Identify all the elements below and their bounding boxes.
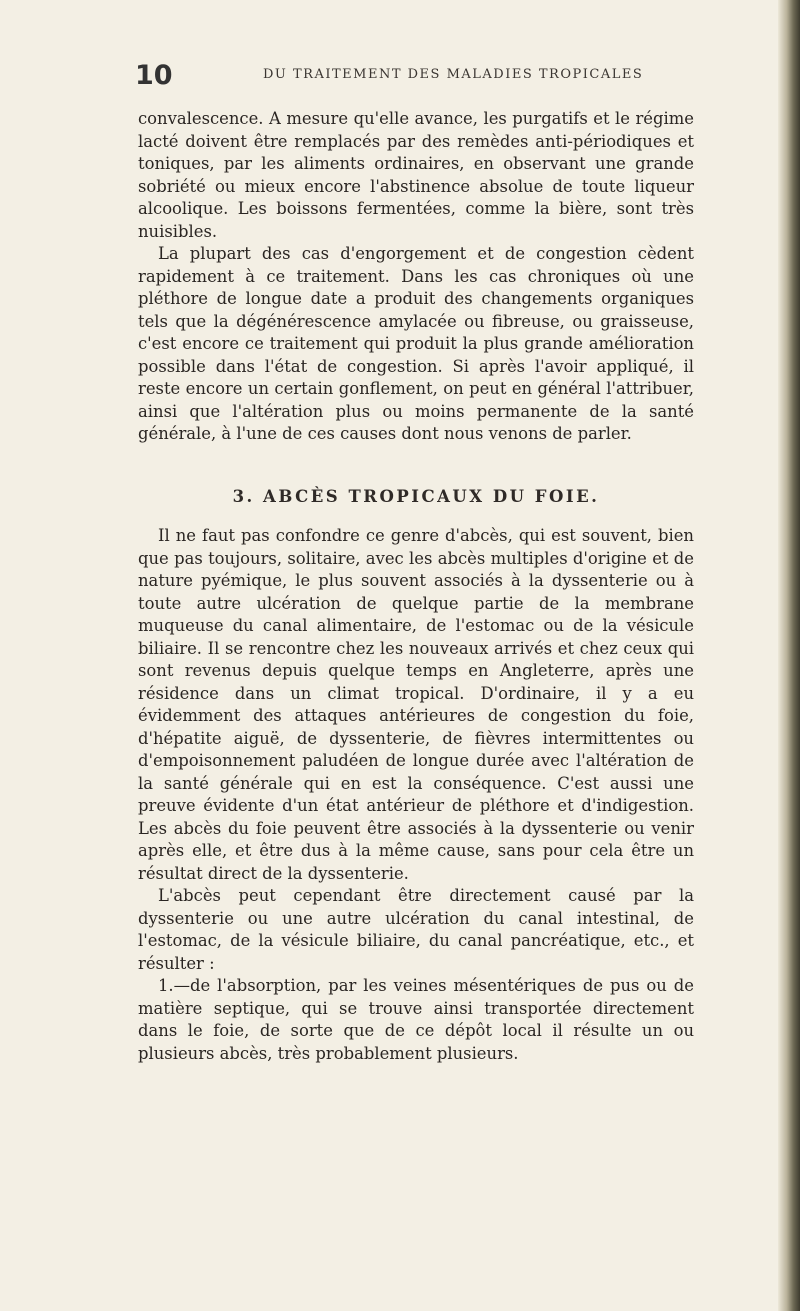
paragraph-congestion: La plupart des cas d'engorgement et de congestion cèdent rapidement à ce traitement. Dans les cas chroniques où une pléthore de longue date a produit des changements organiques tels que la dégénérescence amylacée ou fibreuse, ou graisseuse, c'est encore ce traitement qui produit la plus grande amélioration possible dans l'état de congestion. Si après l'avoir appliqué, il reste encore un certain gonflement, on peut en général l'attribuer, ainsi que l'altération plus ou moins permanente de la santé générale, à l'une de ces causes dont nous venons de parler. [138,244,694,443]
paragraph-convalescence: convalescence. A mesure qu'elle avance, les purgatifs et le régime lacté doivent être remplacés par des remèdes anti-périodiques et toniques, par les aliments ordinaires, en observant une grande sobriété ou mieux encore l'abstinence absolue de toute liqueur alcoolique. Les boissons fermentées, comme la bière, sont très nuisibles. [138,109,694,241]
page-edge-shadow [778,0,800,1311]
body-text-section [138,525,694,1065]
paragraph-abces-cause: L'abcès peut cependant être directement causé par la dyssenterie ou une autre ulcération du canal intestinal, de l'estomac, de la vésicule biliaire, du canal pancréatique, etc., et résulter : [138,886,694,973]
body-text-top [138,108,694,446]
page-header [135,60,695,90]
paragraph-abces-intro: Il ne faut pas confondre ce genre d'abcès, qui est souvent, bien que pas toujours, solitaire, avec les abcès multiples d'origine et de nature pyémique, le plus souvent associés à la dyssenterie ou à toute autre ulcération de quelque partie de la membrane muqueuse du canal alimentaire, de l'estomac ou de la vésicule biliaire. Il se rencontre chez les nouveaux arrivés et chez ceux qui sont revenus depuis quelque temps en Angleterre, après une résidence dans un climat tropical. D'ordinaire, il y a eu évidemment des attaques antérieures de congestion du foie, d'hépatite aiguë, de dyssenterie, de fièvres intermittentes ou d'empoisonnement paludéen de longue durée avec l'altération de la santé générale qui en est la conséquence. C'est aussi une preuve évidente d'un état antérieur de pléthore et d'indigestion. Les abcès du foie peuvent être associés à la dyssenterie ou venir après elle, et être dus à la même cause, sans pour cela être un résultat direct de la dyssenterie. [138,526,694,883]
page-number: 10 [135,60,173,91]
running-head: DU TRAITEMENT DES MALADIES TROPICALES [263,67,644,82]
section-title: 3. ABCÈS TROPICAUX DU FOIE. [232,487,600,506]
paragraph-absorption: 1.—de l'absorption, par les veines mésentériques de pus ou de matière septique, qui se trouve ainsi transportée directement dans le foie, de sorte que de ce dépôt local il résulte un ou plusieurs abcès, très probablement plusieurs. [138,976,694,1063]
